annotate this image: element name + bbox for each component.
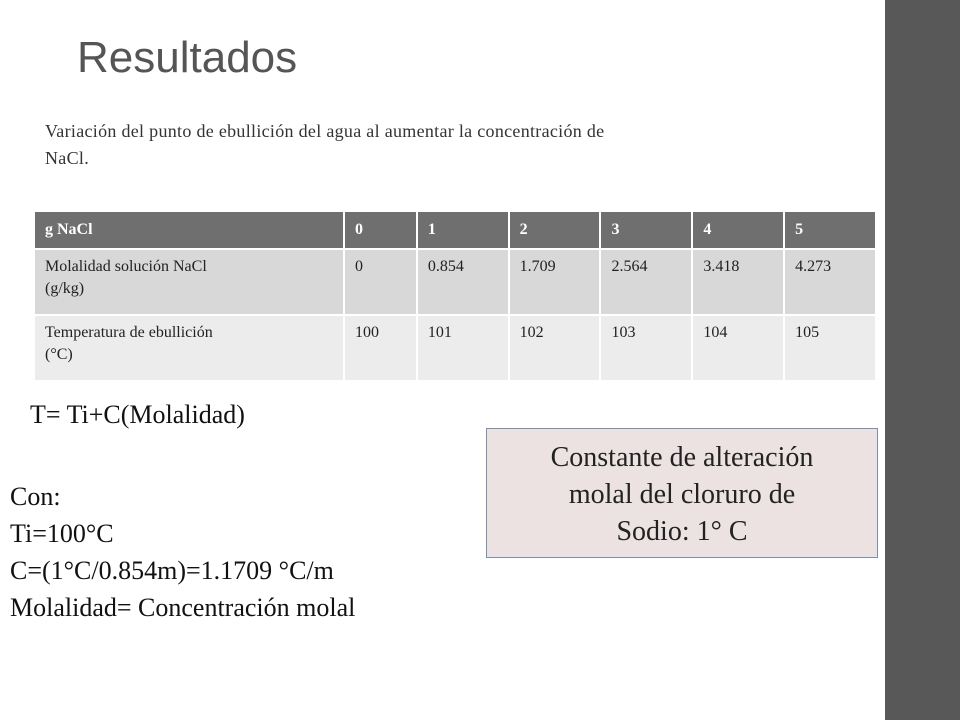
notes-block xyxy=(10,478,355,626)
row-label-line-1: Temperatura de ebullición xyxy=(45,324,213,341)
header-cell: g NaCl xyxy=(35,212,344,249)
subtitle-line-1: Variación del punto de ebullición del agua al aumentar la concentración de xyxy=(45,121,605,141)
row-label xyxy=(35,249,344,315)
table-cell: 104 xyxy=(692,315,784,380)
header-cell: 4 xyxy=(692,212,784,249)
row-label-line-2: (g/kg) xyxy=(45,280,85,297)
side-decoration-bar xyxy=(885,0,960,720)
slide-subtitle xyxy=(45,118,885,172)
formula-text: T= Ti+C(Molalidad) xyxy=(30,400,245,429)
header-cell: 0 xyxy=(344,212,417,249)
table-cell: 3.418 xyxy=(692,249,784,315)
notes-line-ti: Ti=100°C xyxy=(10,519,114,548)
table-cell: 101 xyxy=(417,315,509,380)
notes-line-molalidad: Molalidad= Concentración molal xyxy=(10,593,356,622)
header-cell: 5 xyxy=(784,212,876,249)
table-cell: 2.564 xyxy=(600,249,692,315)
table-cell: 100 xyxy=(344,315,417,380)
row-label-line-1: Molalidad solución NaCl xyxy=(45,258,207,275)
header-cell: 1 xyxy=(417,212,509,249)
table-cell: 102 xyxy=(509,315,601,380)
table-cell: 105 xyxy=(784,315,876,380)
results-table xyxy=(35,212,877,380)
constant-callout-box xyxy=(486,428,878,558)
notes-line-c: C=(1°C/0.854m)=1.1709 °C/m xyxy=(10,556,334,585)
table-cell: 103 xyxy=(600,315,692,380)
notes-line-con: Con: xyxy=(10,482,61,511)
row-label-line-2: (°C) xyxy=(45,346,73,363)
table-header-row xyxy=(35,212,876,249)
header-cell: 3 xyxy=(600,212,692,249)
table-cell: 0.854 xyxy=(417,249,509,315)
table-cell: 1.709 xyxy=(509,249,601,315)
callout-line-1: Constante de alteración xyxy=(550,442,814,473)
header-cell: 2 xyxy=(509,212,601,249)
table-row-molality xyxy=(35,249,876,315)
row-label xyxy=(35,315,344,380)
slide-title: Resultados xyxy=(77,33,298,82)
subtitle-line-2: NaCl. xyxy=(45,148,89,168)
callout-line-2: molal del cloruro de xyxy=(568,479,796,510)
callout-line-3: Sodio: 1° C xyxy=(616,516,748,547)
table-cell: 0 xyxy=(344,249,417,315)
table-cell: 4.273 xyxy=(784,249,876,315)
table-row-temperature xyxy=(35,315,876,380)
